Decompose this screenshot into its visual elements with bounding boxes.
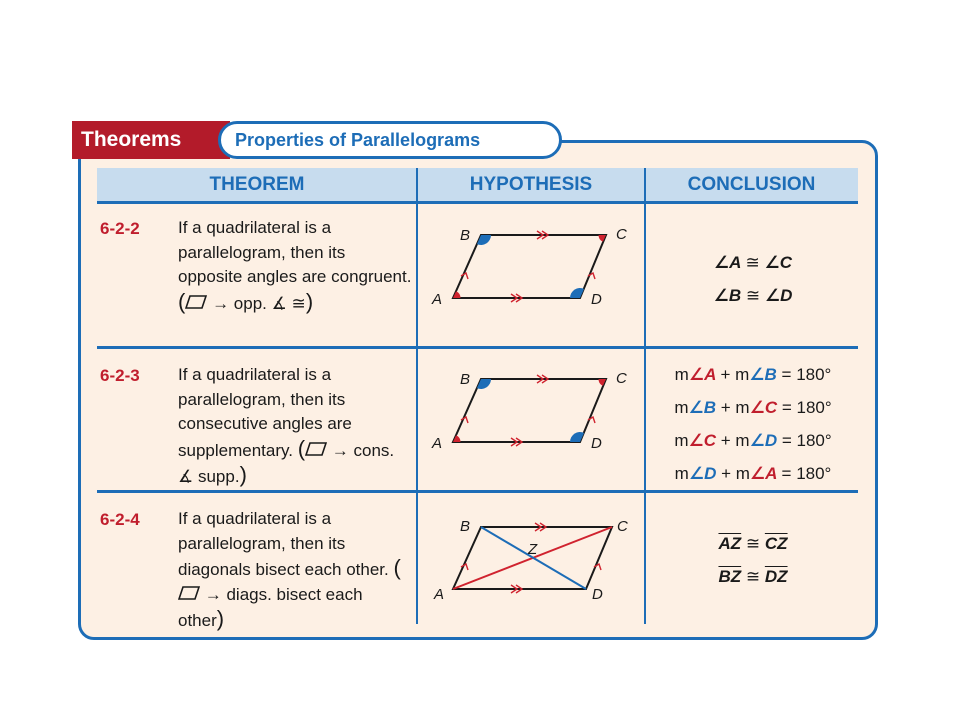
theorem-reason: ( → cons. ∡ supp.) xyxy=(178,435,395,487)
theorem-reason: ( → opp. ∡ ≅) xyxy=(178,288,314,314)
conclusion-line-2: m∠B + m∠C = 180° xyxy=(674,398,832,417)
conclusion-left: ∠A xyxy=(713,253,741,272)
theorem-reason: ( → diags. bisect each other) xyxy=(178,555,401,631)
parallelogram-icon xyxy=(178,586,200,600)
vertex-c: C xyxy=(616,370,627,387)
conclusion-line-3: m∠C + m∠D = 180° xyxy=(674,431,832,450)
parallelogram-diagram xyxy=(420,510,642,620)
row-divider-1 xyxy=(97,346,858,349)
angle-d-mark xyxy=(570,288,584,298)
theorem-number: 6-2-2 xyxy=(100,219,140,238)
theorem-number: 6-2-4 xyxy=(100,510,140,529)
segment-left: $\overline{AZ}$ xyxy=(718,534,742,553)
theorem-statement xyxy=(178,216,413,316)
sum-value: 180° xyxy=(796,464,832,483)
midpoint-z: Z xyxy=(528,541,538,558)
reason-text: → diags. bisect each other xyxy=(178,584,363,630)
reason-text: → cons. ∡ supp. xyxy=(178,440,395,486)
angle-b-mark xyxy=(477,379,491,389)
divider-col-1 xyxy=(416,168,418,624)
angle-1: D xyxy=(704,464,717,483)
congruent-symbol: ≅ xyxy=(745,253,760,272)
congruent-symbol: ≅ xyxy=(745,286,761,305)
vertex-b: B xyxy=(460,518,471,535)
conclusion-line-1: m∠A + m∠B = 180° xyxy=(674,365,832,384)
segment-right: $\overline{DZ}$ xyxy=(764,567,788,586)
vertex-c: C xyxy=(617,518,628,535)
vertex-d: D xyxy=(592,586,603,603)
vertex-d: D xyxy=(591,291,602,308)
divider-col-2 xyxy=(644,168,646,624)
conclusion-line-4: m∠D + m∠A = 180° xyxy=(674,464,832,483)
angle-2: B xyxy=(764,365,777,384)
vertex-d: D xyxy=(591,435,602,452)
angle-2: A xyxy=(765,464,777,483)
sum-value: 180° xyxy=(796,365,832,384)
conclusion-right: ∠C xyxy=(764,253,793,272)
parallelogram-icon xyxy=(305,442,327,456)
col-theorem: THEOREM xyxy=(209,174,305,195)
segment-left: $\overline{BZ}$ xyxy=(718,567,742,586)
diagonal-bd xyxy=(481,527,586,589)
card-title: Properties of Parallelograms xyxy=(218,121,562,159)
conclusion-right: ∠D xyxy=(764,286,793,305)
segment-right: $\overline{CZ}$ xyxy=(764,534,788,553)
sum-value: 180° xyxy=(796,398,832,417)
conclusion-line-1 xyxy=(648,534,858,554)
vertex-a: A xyxy=(432,291,443,308)
statement-text: If a quadrilateral is a parallelogram, then its consecutive angles are supplementary. xyxy=(178,365,352,460)
conclusion-line-1 xyxy=(648,253,858,273)
conclusion-left: ∠B xyxy=(713,286,742,305)
parallelogram-diagram xyxy=(420,222,642,332)
col-conclusion: CONCLUSION xyxy=(687,174,816,195)
parallelogram-icon xyxy=(185,295,207,309)
angle-1: A xyxy=(704,365,716,384)
theorem-statement xyxy=(178,507,413,634)
angle-1: B xyxy=(703,398,717,417)
vertex-b: B xyxy=(460,371,471,388)
angle-b-mark xyxy=(477,235,491,245)
congruent-symbol: ≅ xyxy=(745,534,761,553)
sum-value: 180° xyxy=(796,431,832,450)
vertex-a: A xyxy=(434,586,445,603)
conclusion-line-2 xyxy=(648,567,858,587)
angle-1: C xyxy=(703,431,717,450)
vertex-a: A xyxy=(432,435,443,452)
angle-2: D xyxy=(764,431,778,450)
table-header xyxy=(97,168,858,204)
vertex-b: B xyxy=(460,227,471,244)
congruent-symbol: ≅ xyxy=(745,567,761,586)
col-hypothesis: HYPOTHESIS xyxy=(469,174,593,195)
theorem-statement xyxy=(178,363,413,490)
theorem-number: 6-2-3 xyxy=(100,366,140,385)
statement-text: If a quadrilateral is a parallelogram, then its opposite angles are congruent. xyxy=(178,218,412,286)
parallelogram-diagram xyxy=(420,366,642,476)
theorems-tag: Theorems xyxy=(72,121,230,159)
row-divider-2 xyxy=(97,490,858,493)
angle-d-mark xyxy=(570,432,584,442)
angle-2: C xyxy=(764,398,778,417)
reason-text: → opp. ∡ ≅ xyxy=(212,293,306,313)
conclusion-line-2 xyxy=(648,286,858,306)
vertex-c: C xyxy=(616,226,627,243)
statement-text: If a quadrilateral is a parallelogram, then its diagonals bisect each other. xyxy=(178,509,389,579)
